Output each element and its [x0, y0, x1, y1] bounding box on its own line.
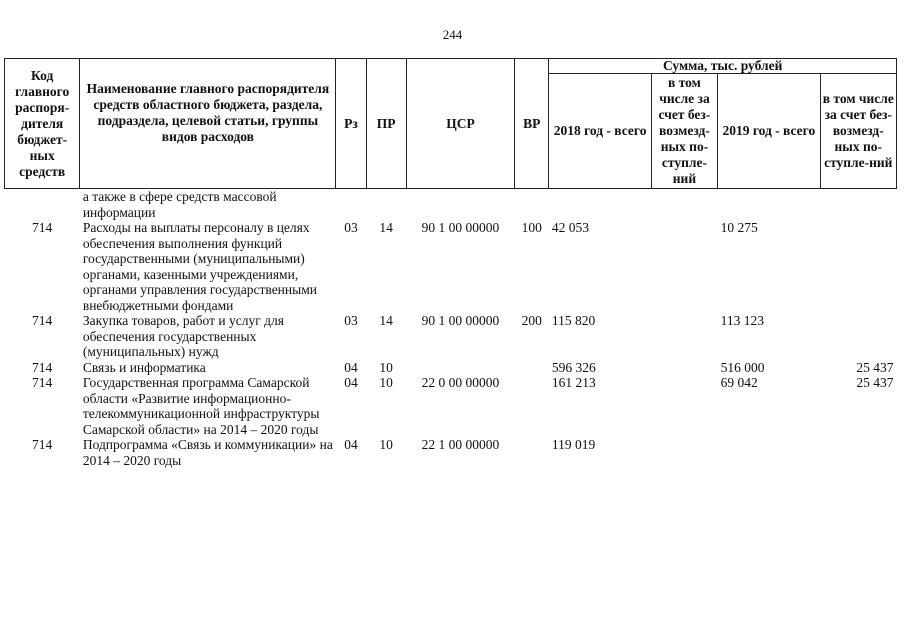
- row-rz: 04: [344, 437, 358, 452]
- table-header: [5, 59, 897, 189]
- row-code: [5, 189, 80, 221]
- table-row: [5, 313, 897, 360]
- row-2018-grants: [651, 360, 717, 376]
- row-2019-total: [718, 189, 820, 221]
- row-vr: [515, 360, 549, 376]
- row-csr: 90 1 00 00000: [421, 220, 500, 235]
- row-2018-total: 119 019: [551, 437, 596, 452]
- row-pr: 10: [379, 375, 393, 390]
- row-csr: 22 1 00 00000: [421, 437, 500, 452]
- header-2019-total: 2019 год - всего: [718, 74, 820, 189]
- row-2018-grants: [651, 189, 717, 221]
- header-2019-grants: в том числе за счет без-возмезд-ных по-ступле-ний: [820, 74, 896, 189]
- row-2019-grants: 25 437: [856, 359, 894, 375]
- row-2019-grants: [820, 220, 896, 313]
- row-name: Государственная программа Самарской области «Развитие информационно-телекоммуникационной инфраструктуры Самарской области» на 2014 – 2020 годы: [82, 375, 320, 437]
- table-row: [5, 375, 897, 437]
- row-2018-total: [549, 189, 651, 221]
- row-vr: [515, 375, 549, 437]
- row-rz: 03: [344, 313, 358, 328]
- row-name: а также в сфере средств массовой информации: [82, 189, 277, 220]
- row-vr: 100: [521, 220, 542, 235]
- header-2018-total: 2018 год - всего: [549, 74, 651, 189]
- row-name: Закупка товаров, работ и услуг для обеспечения государственных (муниципальных) нужд: [82, 313, 284, 359]
- row-2018-total: 42 053: [551, 220, 589, 235]
- header-sum-group: Сумма, тыс. рублей: [549, 59, 897, 74]
- header-rz: Рз: [336, 59, 366, 189]
- row-csr: [406, 189, 514, 221]
- row-2018-grants: [651, 220, 717, 313]
- row-2019-total: 10 275: [720, 220, 758, 235]
- row-rz: [336, 189, 366, 221]
- table-body: [5, 189, 897, 469]
- row-name: Связь и информатика: [82, 359, 206, 375]
- header-pr: ПР: [366, 59, 406, 189]
- table-row: [5, 220, 897, 313]
- row-pr: [366, 189, 406, 221]
- header-name: Наименование главного распорядителя средств областного бюджета, раздела, подраздела, целевой статьи, группы видов расходов: [80, 59, 336, 189]
- row-2018-grants: [651, 437, 717, 468]
- row-2018-grants: [651, 313, 717, 360]
- row-vr: [515, 437, 549, 468]
- row-2019-total: 69 042: [720, 375, 758, 390]
- row-name: Подпрограмма «Связь и коммуникации» на 2014 – 2020 годы: [82, 437, 333, 468]
- row-2019-grants: [820, 437, 896, 468]
- row-code: 714: [32, 220, 53, 235]
- row-vr: 200: [521, 313, 542, 328]
- row-csr: [406, 360, 514, 376]
- row-2018-grants: [651, 375, 717, 437]
- table-row: [5, 437, 897, 468]
- row-2019-grants: 25 437: [856, 375, 894, 390]
- row-code: 714: [32, 313, 53, 328]
- page-number: 244: [442, 27, 463, 42]
- row-csr: 22 0 00 00000: [421, 375, 500, 390]
- row-2019-total: [718, 437, 820, 468]
- header-2018-grants: в том числе за счет без-возмезд-ных по-ступле-ний: [651, 74, 717, 189]
- header-csr: ЦСР: [406, 59, 514, 189]
- row-pr: 10: [379, 359, 393, 375]
- row-rz: 03: [344, 220, 358, 235]
- row-pr: 14: [379, 220, 393, 235]
- row-vr: [515, 189, 549, 221]
- row-csr: 90 1 00 00000: [421, 313, 500, 328]
- row-name: Расходы на выплаты персоналу в целях обеспечения выполнения функций государственными (муниципальными) органами, казенными учреждениями, органами управления государственными внебюджетными фондами: [82, 220, 317, 313]
- row-pr: 10: [379, 437, 393, 452]
- table-row: [5, 360, 897, 376]
- row-2019-total: 113 123: [720, 313, 764, 328]
- row-2019-grants: [820, 313, 896, 360]
- header-vr: ВР: [515, 59, 549, 189]
- row-code: 714: [32, 359, 53, 375]
- row-2019-grants: [820, 189, 896, 221]
- row-rz: 04: [344, 375, 358, 390]
- table-row: [5, 189, 897, 221]
- row-2018-total: 596 326: [551, 359, 596, 375]
- row-2018-total: 115 820: [551, 313, 596, 328]
- row-code: 714: [32, 375, 53, 390]
- row-2018-total: 161 213: [551, 375, 596, 390]
- row-2019-total: 516 000: [720, 359, 765, 375]
- row-rz: 04: [344, 359, 358, 375]
- row-code: 714: [32, 437, 53, 452]
- header-code: Код главного распоря-дителя бюджет-ных средств: [5, 59, 80, 189]
- row-pr: 14: [379, 313, 393, 328]
- budget-table: [4, 58, 897, 468]
